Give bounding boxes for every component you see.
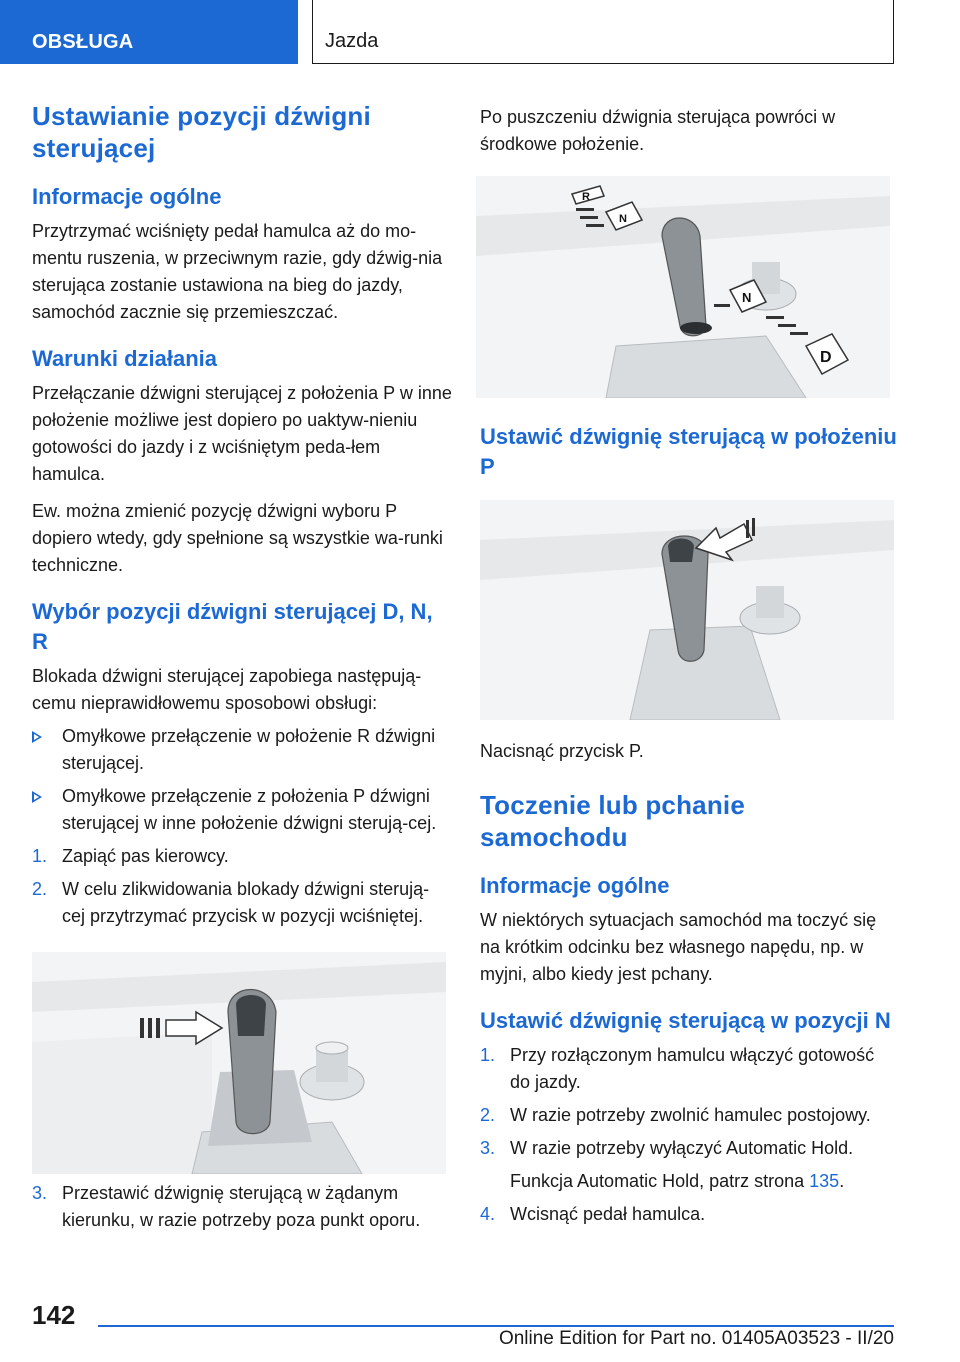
list-item-step: 3. Przestawić dźwignię sterującą w żądanym kierunku, w razie potrzeby poza punkt oporu. xyxy=(32,1183,421,1230)
section-tab: OBSŁUGA xyxy=(0,0,298,64)
list-item-step: 1. Przy rozłączonym hamulcu włączyć gotowość do jazdy. xyxy=(480,1045,875,1092)
section-title: Ustawianie pozycji dźwigni sterującej xyxy=(32,101,371,163)
roll-title: Toczenie lub pchanie samochodu xyxy=(480,790,746,852)
general-heading: Informacje ogólne xyxy=(32,184,222,209)
page-link[interactable]: 135 xyxy=(809,1171,840,1191)
list-item-bullet: Omyłkowe przełączenie w położenie R dźwigni sterującej. xyxy=(32,723,452,777)
page-header xyxy=(0,0,960,66)
select-heading: Wybór pozycji dźwigni sterującej D, N, R xyxy=(32,599,433,654)
footer-divider xyxy=(98,1325,894,1327)
release-text: Po puszczeniu dźwignia sterująca powróci w środkowe położenie. xyxy=(480,107,836,154)
conditions-text-1: Przełączanie dźwigni sterującej z położenia P w inne położenie możliwe jest dopiero po uaktyw-nieniu gotowości do jazdy i z wciśniętym peda-łem hamulca. xyxy=(32,383,452,484)
left-column xyxy=(32,100,452,1234)
list-item-step: 2. W razie potrzeby zwolnić hamulec postojowy. xyxy=(480,1105,871,1125)
select-text: Blokada dźwigni sterującej zapobiega następują-cemu nieprawidłowemu sposobowi obsługi: xyxy=(32,666,422,713)
list-item-bullet: Omyłkowe przełączenie z położenia P dźwigni sterującej w inne położenie dźwigni sterują-cej. xyxy=(32,783,452,837)
chapter-box xyxy=(312,0,894,64)
roll-general-text: W niektórych sytuacjach samochód ma toczyć się na krótkim odcinku bez własnego napędu, np. w myjni, albo kiedy jest pchany. xyxy=(480,910,877,984)
position-label-d: D xyxy=(820,349,832,366)
gear-lever-button-illustration xyxy=(32,952,446,1174)
page-number: 142 xyxy=(32,1300,76,1330)
roll-general-heading: Informacje ogólne xyxy=(480,873,670,898)
bullet-triangle-icon xyxy=(32,783,42,811)
neutral-heading: Ustawić dźwignię sterującą w pozycji N xyxy=(480,1008,891,1033)
list-item-step: 1. Zapiąć pas kierowcy. xyxy=(32,846,229,866)
chapter-title: Jazda xyxy=(325,30,379,52)
list-item-step: 3. W razie potrzeby wyłączyć Automatic Hold. xyxy=(480,1138,854,1158)
edition-text: Online Edition for Part no. 01405A03523 - II/20 xyxy=(498,1328,894,1349)
list-item-step: 2. W celu zlikwidowania blokady dźwigni sterują-cej przytrzymać przycisk w pozycji wciśniętej. xyxy=(32,879,430,926)
gear-positions-illustration xyxy=(476,176,890,398)
park-button-illustration xyxy=(480,500,894,720)
park-heading: Ustawić dźwignię sterującą w położeniu P xyxy=(480,424,897,479)
position-label-n-upper: N xyxy=(619,213,627,225)
bullet-triangle-icon xyxy=(32,723,42,751)
position-label-n-lower: N xyxy=(742,290,752,305)
position-label-r: R xyxy=(582,191,590,203)
conditions-heading: Warunki działania xyxy=(32,346,218,371)
park-text: Nacisnąć przycisk P. xyxy=(480,741,644,761)
conditions-text-2: Ew. można zmienić pozycję dźwigni wyboru P dopiero wtedy, gdy spełnione są wszystkie wa-runki techniczne. xyxy=(32,501,443,575)
automatic-hold-reference: Funkcja Automatic Hold, patrz strona 135. xyxy=(510,1171,845,1191)
right-column xyxy=(480,100,898,1228)
general-text: Przytrzymać wciśnięty pedał hamulca aż do mo-mentu ruszenia, w przeciwnym razie, gdy dźwig-nia sterująca zostanie ustawiona na bieg do jazdy, samochód zacznie się przemieszczać. xyxy=(32,221,443,322)
list-item-step: 4. Wcisnąć pedał hamulca. xyxy=(480,1204,706,1224)
